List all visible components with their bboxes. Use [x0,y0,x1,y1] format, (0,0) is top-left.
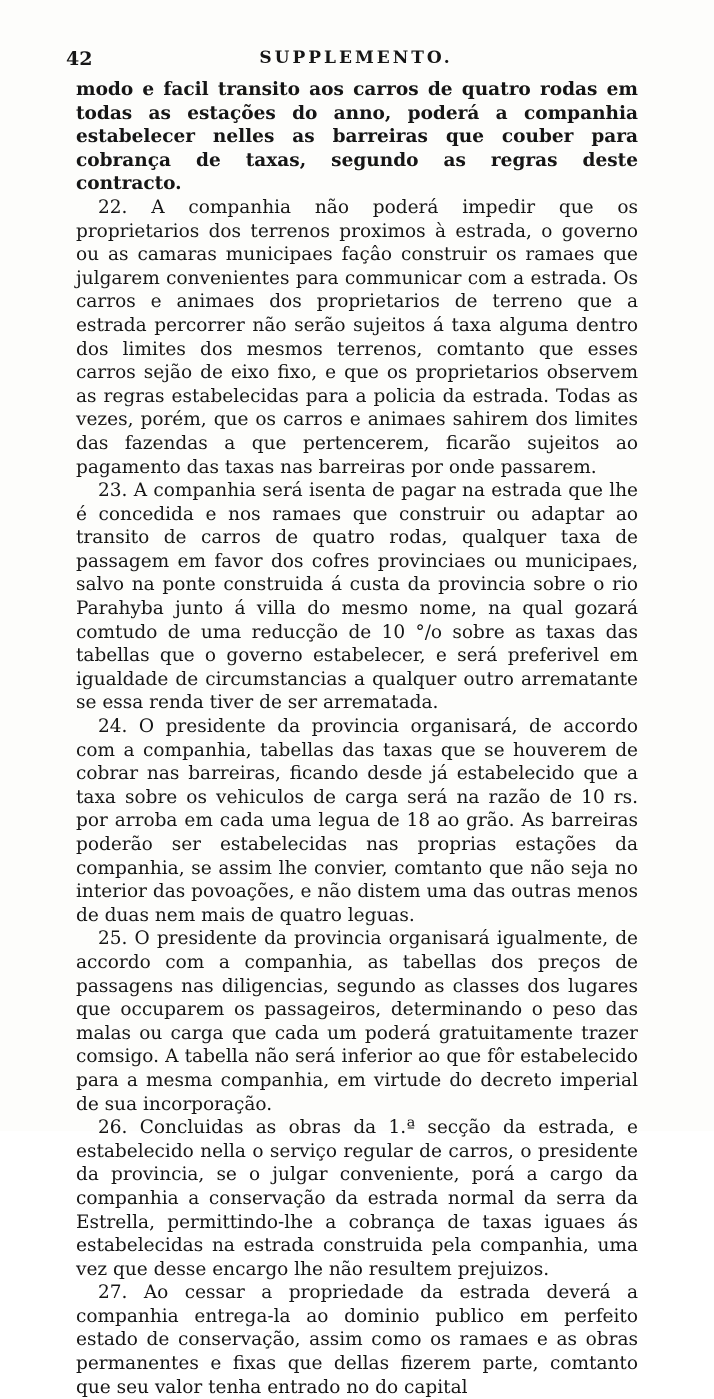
article-25: 25. O presidente da provincia organisará igualmente, de accordo com a companhia, as tabellas dos preços de passagens nas diligencias, segundo as classes dos lugares que occuparem os passageiros, determinando o peso das malas ou carga que cada um poderá gratuitamente trazer comsigo. A tabella não será inferior ao que fôr estabelecido para a mesma companhia, em virtude do decreto imperial de sua incorporação. [76,928,638,1115]
body-text [76,78,638,1399]
running-title: SUPPLEMENTO. [259,48,453,68]
page-number: 42 [66,48,93,70]
article-23: 23. A companhia será isenta de pagar na estrada que lhe é concedida e nos ramaes que construir ou adaptar ao transito de carros de quatro rodas, qualquer taxa de passagem em favor dos cofres provinciaes ou municipaes, salvo na ponte construida á custa da provincia sobre o rio Parahyba junto á villa do mesmo nome, na qual gozará comtudo de uma reducção de 10 °/o sobre as taxas das tabellas que o governo estabelecer, e será preferivel em igualdade de circumstancias a qualquer outro arrematante se essa renda tiver de ser arrematada. [76,480,638,714]
article-26: 26. Concluidas as obras da 1.ª secção da estrada, e estabelecido nella o serviço regular de carros, o presidente da provincia, se o julgar conveniente, porá a cargo da companhia a conservação da estrada normal da serra da Estrella, permittindo-lhe a cobrança de taxas iguaes ás estabelecidas na estrada construida pela companhia, uma vez que desse encargo lhe não resultem prejuizos. [76,1117,638,1280]
article-27: 27. Ao cessar a propriedade da estrada deverá a companhia entrega-la ao dominio publico em perfeito estado de conservação, assim como os ramaes e as obras permanentes e fixas que dellas fizerem parte, comtanto que seu valor tenha entrado no do capital [76,1282,638,1398]
article-24: 24. O presidente da provincia organisará, de accordo com a companhia, tabellas das taxas que se houverem de cobrar nas barreiras, ficando desde já estabelecido que a taxa sobre os vehiculos de carga será na razão de 10 rs. por arroba em cada uma legua de 18 ao grão. As barreiras poderão ser estabelecidas nas proprias estações da companhia, se assim lhe convier, comtanto que não seja no interior das povoações, e não distem uma das outras menos de duas nem mais de quatro leguas. [76,716,638,926]
paragraph-continuation: modo e facil transito aos carros de quatro rodas em todas as estações do anno, poderá a companhia estabelecer nelles as barreiras que couber para cobrança de taxas, segundo as regras deste contracto. [76,79,638,195]
article-22: 22. A companhia não poderá impedir que os proprietarios dos terrenos proximos à estrada, o governo ou as camaras municipaes façâo construir os ramaes que julgarem convenientes para communicar com a estrada. Os carros e animaes dos proprietarios de terreno que a estrada percorrer não serão sujeitos á taxa alguma dentro dos limites dos mesmos terrenos, comtanto que esses carros sejão de eixo fixo, e que os proprietarios observem as regras estabelecidas para a policia da estrada. Todas as vezes, porém, que os carros e animaes sahirem dos limites das fazendas a que pertencerem, ficarão sujeitos ao pagamento das taxas nas barreiras por onde passarem. [76,196,638,478]
page-header [66,48,646,76]
